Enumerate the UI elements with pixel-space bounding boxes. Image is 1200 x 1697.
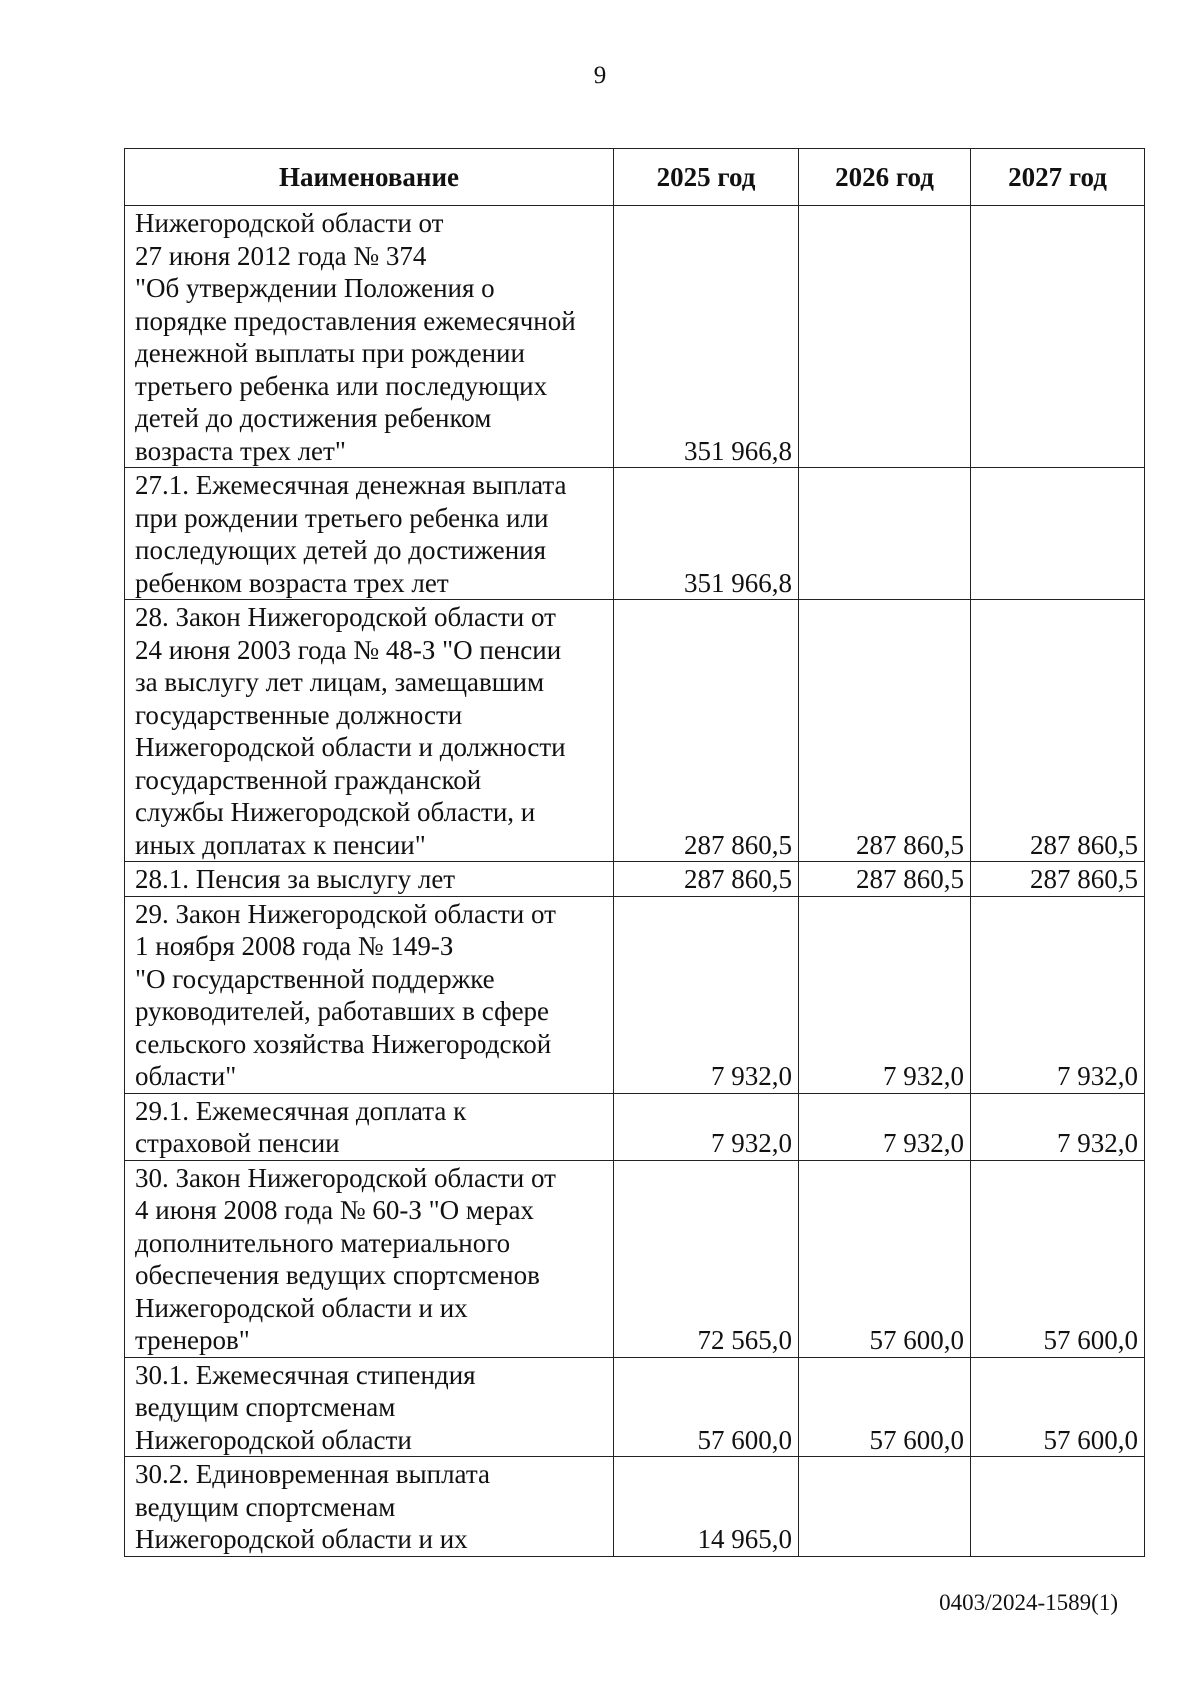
table-row [125, 862, 1145, 897]
value-2027: 7 932,0 [971, 1093, 1145, 1160]
value-2025: 351 966,8 [614, 468, 799, 600]
value-2026 [799, 1457, 971, 1557]
value-2025: 7 932,0 [614, 1093, 799, 1160]
value-2027 [971, 1457, 1145, 1557]
value-2025: 287 860,5 [614, 600, 799, 862]
page-number: 9 [593, 62, 607, 89]
row-name: 27.1. Ежемесячная денежная выплата при рождении третьего ребенка или последующих детей до достижения ребенком возраста трех лет [125, 468, 614, 600]
value-2026: 7 932,0 [799, 1093, 971, 1160]
row-name: 28.1. Пенсия за выслугу лет [125, 862, 614, 897]
row-name: 29. Закон Нижегородской области от 1 ноября 2008 года № 149-З "О государственной поддержке руководителей, работавших в сфере сельского хозяйства Нижегородской области" [125, 896, 614, 1093]
header-2026: 2026 год [799, 149, 971, 206]
value-2027 [971, 206, 1145, 468]
table-row [125, 1457, 1145, 1557]
row-name: 30.1. Ежемесячная стипендия ведущим спортсменам Нижегородской области [125, 1357, 614, 1457]
header-2025: 2025 год [614, 149, 799, 206]
value-2026: 287 860,5 [799, 862, 971, 897]
value-2027 [971, 468, 1145, 600]
header-2027: 2027 год [971, 149, 1145, 206]
header-name: Наименование [125, 149, 614, 206]
table-row [125, 600, 1145, 862]
value-2025: 72 565,0 [614, 1160, 799, 1357]
row-name: 30. Закон Нижегородской области от 4 июня 2008 года № 60-З "О мерах дополнительного материального обеспечения ведущих спортсменов Нижегородской области и их тренеров" [125, 1160, 614, 1357]
value-2025: 14 965,0 [614, 1457, 799, 1557]
row-name: 30.2. Единовременная выплата ведущим спортсменам Нижегородской области и их [125, 1457, 614, 1557]
value-2027: 287 860,5 [971, 862, 1145, 897]
value-2026: 57 600,0 [799, 1357, 971, 1457]
table-row [125, 1093, 1145, 1160]
table-row [125, 468, 1145, 600]
value-2025: 7 932,0 [614, 896, 799, 1093]
document-code: 0403/2024-1589(1) [939, 1590, 1118, 1615]
value-2027: 7 932,0 [971, 896, 1145, 1093]
value-2027: 287 860,5 [971, 600, 1145, 862]
budget-table [124, 148, 1145, 1557]
row-name: Нижегородской области от 27 июня 2012 года № 374 "Об утверждении Положения о порядке предоставления ежемесячной денежной выплаты при рождении третьего ребенка или последующих детей до достижения ребенком возраста трех лет" [125, 206, 614, 468]
row-name: 29.1. Ежемесячная доплата к страховой пенсии [125, 1093, 614, 1160]
value-2025: 287 860,5 [614, 862, 799, 897]
value-2026: 7 932,0 [799, 896, 971, 1093]
value-2025: 351 966,8 [614, 206, 799, 468]
value-2025: 57 600,0 [614, 1357, 799, 1457]
value-2026: 287 860,5 [799, 600, 971, 862]
value-2027: 57 600,0 [971, 1357, 1145, 1457]
table-row [125, 206, 1145, 468]
table-row [125, 1160, 1145, 1357]
table-row [125, 896, 1145, 1093]
value-2026: 57 600,0 [799, 1160, 971, 1357]
value-2026 [799, 206, 971, 468]
value-2027: 57 600,0 [971, 1160, 1145, 1357]
row-name: 28. Закон Нижегородской области от 24 июня 2003 года № 48-З "О пенсии за выслугу лет лицам, замещавшим государственные должности Нижегородской области и должности государственной гражданской службы Нижегородской области, и иных доплатах к пенсии" [125, 600, 614, 862]
table-header-row [125, 149, 1145, 206]
table-row [125, 1357, 1145, 1457]
value-2026 [799, 468, 971, 600]
